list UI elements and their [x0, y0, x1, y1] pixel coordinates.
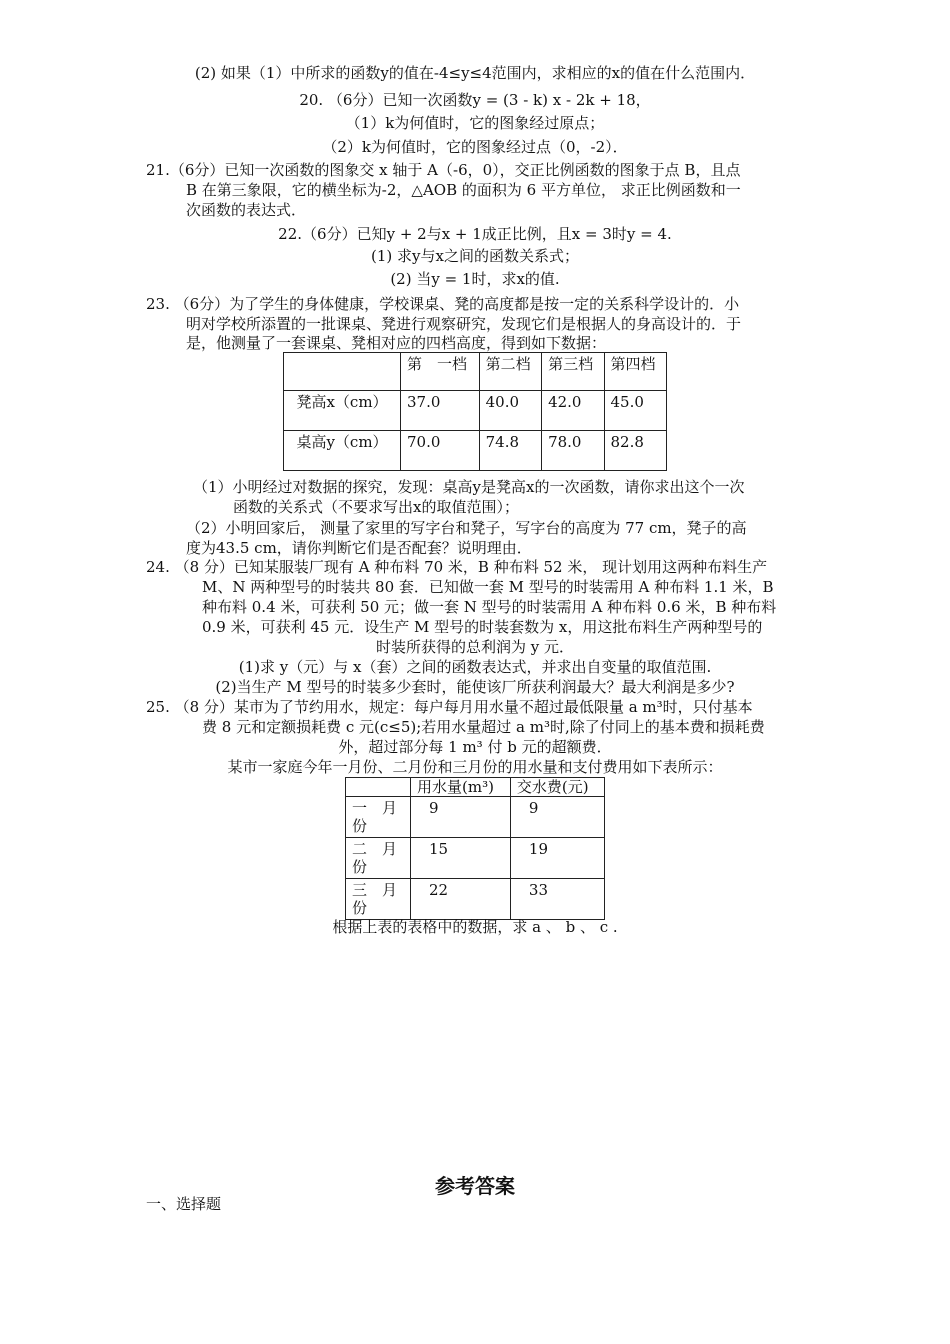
q24-line5: 时装所获得的总利润为 y 元．	[375, 638, 574, 656]
q23-cell: 42.0	[542, 391, 604, 431]
q24-line2: M、N 两种型号的时装共 80 套．已知做一套 M 型号的时装需用 A 种布料 1.1 米，B	[202, 578, 774, 596]
q19-part2: (2) 如果（1）中所求的函数y的值在-4≤y≤4范围内，求相应的x的值在什么范围内．	[194, 64, 756, 82]
q23-part1-line2: 函数的关系式（不要求写出x的取值范围）；	[233, 498, 519, 516]
table-row	[284, 431, 667, 471]
q21-line2: B 在第三象限，它的横坐标为-2，△AOB 的面积为 6 平方单位， 求正比例函数和一	[186, 181, 741, 199]
table-row	[284, 391, 667, 431]
q25-cell: 22	[411, 879, 511, 920]
q23-table	[283, 352, 667, 471]
q23-part2-line2: 度为43.5 cm，请你判断它们是否配套？说明理由．	[186, 539, 532, 557]
q21-line3: 次函数的表达式．	[186, 201, 307, 219]
q25-header-cell: 用水量(m³)	[411, 778, 511, 797]
q23-header-cell: 第 一档	[401, 353, 480, 391]
q25-cell: 19	[510, 838, 604, 879]
table-row	[346, 797, 605, 838]
q23-cell: 70.0	[401, 431, 480, 471]
q25-cell: 33	[510, 879, 604, 920]
q21-line1: 21.（6分）已知一次函数的图象交 x 轴于 A（-6，0），交正比例函数的图象于点 B，且点	[146, 161, 741, 179]
table-row	[346, 879, 605, 920]
q20-part1: （1）k为何值时，它的图象经过原点；	[345, 114, 605, 132]
q20-part2: （2）k为何值时，它的图象经过点（0，-2）．	[322, 138, 628, 156]
q25-line3: 外，超过部分每 1 m³ 付 b 元的超额费．	[338, 738, 612, 756]
q23-cell: 45.0	[604, 391, 666, 431]
answers-title: 参考答案	[435, 1174, 515, 1198]
q23-cell: 37.0	[401, 391, 480, 431]
q23-part1-line1: （1）小明经过对数据的探究，发现：桌高y是凳高x的一次函数，请你求出这个一次	[193, 478, 745, 496]
q23-header-cell: 第四档	[604, 353, 666, 391]
q23-cell: 74.8	[479, 431, 541, 471]
q25-table	[345, 777, 605, 920]
q23-cell: 78.0	[542, 431, 604, 471]
q23-header-cell: 第三档	[542, 353, 604, 391]
q25-row-label: 一 月份	[346, 797, 411, 838]
q25-row-label: 二 月份	[346, 838, 411, 879]
q25-cell: 9	[510, 797, 604, 838]
q24-line1: 24. （8 分）已知某服装厂现有 A 种布料 70 米，B 种布料 52 米， 现计划用这两种布料生产	[146, 558, 768, 576]
q22-stem: 22.（6分）已知y + 2与x + 1成正比例，且x = 3时y = 4.	[278, 225, 672, 243]
q25-cell: 15	[411, 838, 511, 879]
q24-part2: (2)当生产 M 型号的时装多少套时，能使该厂所获利润最大？最大利润是多少?	[215, 678, 735, 696]
q23-part2-line1: （2）小明回家后， 测量了家里的写字台和凳子，写字台的高度为 77 cm，凳子的高	[186, 519, 747, 537]
q23-line3: 是，他测量了一套课桌、凳相对应的四档高度，得到如下数据：	[186, 334, 607, 352]
q25-line1: 25. （8 分）某市为了节约用水，规定：每户每月用水量不超过最低限量 a m³时，只付基本	[146, 698, 753, 716]
q25-ask: 根据上表的表格中的数据，求 a 、 b 、 c .	[332, 918, 618, 936]
q23-line1: 23. （6分）为了学生的身体健康，学校课桌、凳的高度都是按一定的关系科学设计的．小	[146, 295, 740, 313]
q23-cell: 40.0	[479, 391, 541, 431]
q25-line2: 费 8 元和定额损耗费 c 元(c≤5);若用水量超过 a m³时,除了付同上的基本费和损耗费	[202, 718, 765, 736]
q20-stem: 20. （6分）已知一次函数y = (3 - k) x - 2k + 18，	[299, 91, 651, 109]
q23-header-cell: 第二档	[479, 353, 541, 391]
q23-row-label: 凳高x（cm）	[284, 391, 401, 431]
table-row	[346, 838, 605, 879]
q22-part2: (2) 当y = 1时，求x的值.	[390, 270, 560, 288]
q24-line3: 种布料 0.4 米，可获利 50 元；做一套 N 型号的时装需用 A 种布料 0.6 米，B 种布料	[202, 598, 777, 616]
q24-line4: 0.9 米，可获利 45 元．设生产 M 型号的时装套数为 x，用这批布料生产两种型号的	[202, 618, 763, 636]
q23-line2: 明对学校所添置的一批课桌、凳进行观察研究，发现它们是根据人的身高设计的．于	[186, 315, 742, 333]
q22-part1: (1) 求y与x之间的函数关系式；	[371, 247, 579, 265]
q25-header-cell: 交水费(元)	[510, 778, 604, 797]
q23-cell: 82.8	[604, 431, 666, 471]
q23-row-label: 桌高y（cm）	[284, 431, 401, 471]
answers-section: 一、选择题	[146, 1195, 222, 1213]
q24-part1: (1)求 y（元）与 x（套）之间的函数表达式，并求出自变量的取值范围.	[238, 658, 712, 676]
q25-line4: 某市一家庭今年一月份、二月份和三月份的用水量和支付费用如下表所示：	[227, 758, 723, 776]
q25-row-label: 三 月份	[346, 879, 411, 920]
q25-cell: 9	[411, 797, 511, 838]
q25-header-cell	[346, 778, 411, 797]
q23-header-cell	[284, 353, 401, 391]
